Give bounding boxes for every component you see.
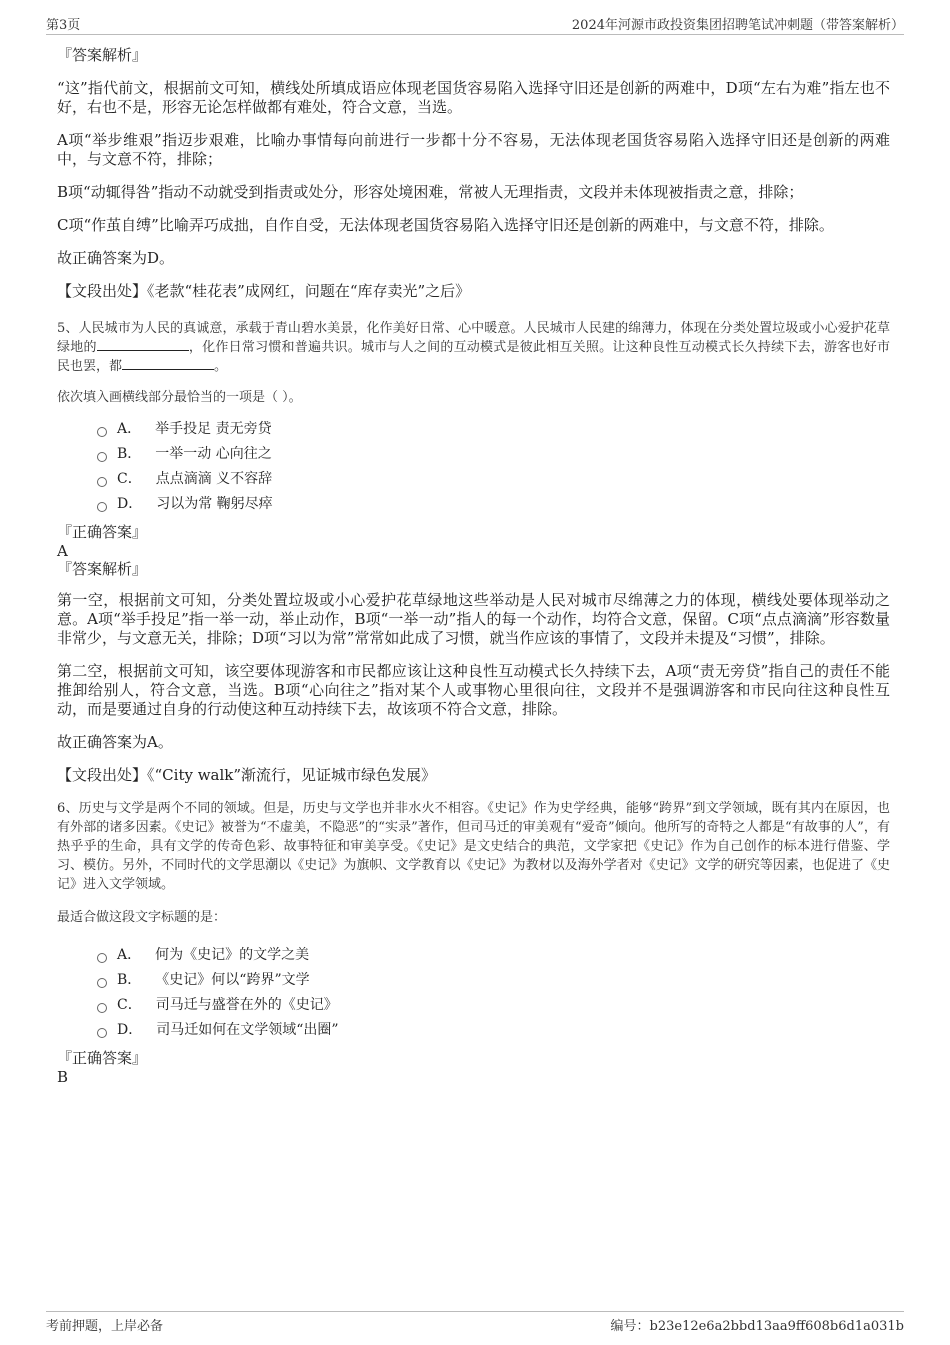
- radio-icon[interactable]: [97, 427, 107, 437]
- option-b[interactable]: [97, 442, 890, 467]
- answer-label: 『正确答案』: [57, 1049, 148, 1067]
- option-letter: A．: [117, 421, 142, 437]
- option-text: 举手投足 责无旁贷: [155, 421, 272, 437]
- option-text: 点点滴滴 义不容辞: [155, 471, 273, 487]
- conclusion: 故正确答案为D。: [57, 249, 175, 267]
- option-c[interactable]: [97, 993, 890, 1018]
- footer-slogan: 考前押题，上岸必备: [46, 1319, 164, 1334]
- page-header: [46, 14, 904, 35]
- analysis-label: 『答案解析』: [57, 560, 148, 578]
- option-letter: D．: [117, 496, 143, 512]
- conclusion: 故正确答案为A。: [57, 733, 173, 751]
- question-prompt: 最适合做这段文字标题的是：: [57, 910, 227, 925]
- page-footer: [46, 1311, 904, 1337]
- radio-icon[interactable]: [97, 978, 107, 988]
- option-text: 何为《史记》的文学之美: [155, 947, 310, 963]
- question-stem: [57, 319, 890, 376]
- analysis-paragraph: C项“作茧自缚”比喻弄巧成拙，自作自受，无法体现老国货容易陷入选择守旧还是创新的两难中，与文意不符，排除。: [57, 216, 834, 234]
- answer-value: A: [57, 542, 68, 560]
- document-title: 2024年河源市政投资集团招聘笔试冲刺题（带答案解析）: [571, 18, 904, 33]
- radio-icon[interactable]: [97, 1003, 107, 1013]
- option-text: 一举一动 心向往之: [155, 446, 272, 462]
- radio-icon[interactable]: [97, 953, 107, 963]
- option-letter: B．: [117, 446, 142, 462]
- analysis-paragraph: 第二空，根据前文可知，该空要体现游客和市民都应该让这种良性互动模式长久持续下去，A项“责无旁贷”指自己的责任不能推卸给别人，符合文意，当选。B项“心向往之”指对某个人或事物心里很向往，文段并不是强调游客和市民向往这种良性互动，而是要通过自身的行动使这种互动持续下去，故该项不符合文意，排除。: [57, 662, 890, 718]
- page-content: [57, 46, 890, 1086]
- option-letter: C．: [117, 471, 142, 487]
- option-b[interactable]: [97, 968, 890, 993]
- document-code: 编号：b23e12e6a2bbd13aa9ff608b6d1a031b: [610, 1319, 904, 1334]
- option-list: [97, 417, 890, 517]
- radio-icon[interactable]: [97, 477, 107, 487]
- option-text: 《史记》何以“跨界”文学: [155, 972, 310, 988]
- option-text: 司马迁与盛誉在外的《史记》: [155, 997, 338, 1013]
- analysis-paragraph: 第一空，根据前文可知，分类处置垃圾或小心爱护花草绿地这些举动是人民对城市尽绵薄之力的体现，横线处要体现举动之意。A项“举手投足”指一举一动，举止动作，B项“一举一动”指人的每一个动作，均符合文意，保留。C项“点点滴滴”形容数量非常少，与文意无关，排除；D项“习以为常”常常如此成了习惯，就当作应该的事情了，文段并未提及“习惯”，排除。: [57, 591, 890, 647]
- option-c[interactable]: [97, 467, 890, 492]
- page-number: 第3页: [46, 18, 81, 33]
- stem-part: ，化作日常习惯和普遍共识。城市与人之间的互动模式是彼此相互关照。让这种良性互动模式长久持续下去，游客也好市民也罢，都: [57, 340, 890, 374]
- option-a[interactable]: [97, 417, 890, 442]
- source-citation: 【文段出处】《老款“桂花表”成网红，问题在“库存卖光”之后》: [57, 282, 471, 300]
- option-text: 司马迁如何在文学领域“出圈”: [156, 1022, 339, 1038]
- option-letter: C．: [117, 997, 142, 1013]
- stem-part: 5、人民城市为人民的真诚意，承载于青山碧水美景，化作美好日常、心中暖意。人民城市人民建的绵薄力，体现在分类处置垃圾或小心爱护花草绿地的: [57, 321, 890, 355]
- option-letter: B．: [117, 972, 142, 988]
- radio-icon[interactable]: [97, 452, 107, 462]
- analysis-paragraph: A项“举步维艰”指迈步艰难，比喻办事情每向前进行一步都十分不容易，无法体现老国货容易陷入选择守旧还是创新的两难中，与文意不符，排除；: [57, 131, 890, 168]
- option-letter: A．: [117, 947, 142, 963]
- option-letter: D．: [117, 1022, 143, 1038]
- question-stem: 6、历史与文学是两个不同的领域。但是，历史与文学也并非水火不相容。《史记》作为史学经典，能够“跨界”到文学领域，既有其内在原因，也有外部的诸多因素。《史记》被誉为“不虚美，不隐恶”的“实录”著作，但司马迁的审美观有“爱奇”倾向。他所写的奇特之人都是“有故事的人”，有热乎乎的生命，具有文学的传奇色彩、故事特征和审美享受。《史记》是文史结合的典范，文学家把《史记》作为自己创作的标本进行借鉴、学习、模仿。另外，不同时代的文学思潮以《史记》为旗帜、文学教育以《史记》为教材以及海外学者对《史记》文学的研究等因素，也促进了《史记》进入文学领域。: [57, 801, 890, 892]
- analysis-label: 『答案解析』: [57, 46, 148, 64]
- option-d[interactable]: [97, 492, 890, 517]
- option-d[interactable]: [97, 1018, 890, 1043]
- fill-blank: [97, 338, 189, 351]
- analysis-paragraph: “这”指代前文，根据前文可知，横线处所填成语应体现老国货容易陷入选择守旧还是创新的两难中，D项“左右为难”指左也不好，右也不是，形容无论怎样做都有难处，符合文意，当选。: [57, 79, 890, 116]
- option-text: 习以为常 鞠躬尽瘁: [156, 496, 273, 512]
- source-citation: 【文段出处】《“City walk”渐流行，见证城市绿色发展》: [57, 766, 437, 784]
- option-list: [97, 943, 890, 1043]
- analysis-paragraph: B项“动辄得咎”指动不动就受到指责或处分，形容处境困难，常被人无理指责，文段并未体现被指责之意，排除；: [57, 183, 804, 201]
- stem-part: 。: [214, 359, 228, 374]
- answer-value: B: [57, 1068, 69, 1086]
- radio-icon[interactable]: [97, 1028, 107, 1038]
- option-a[interactable]: [97, 943, 890, 968]
- fill-blank: [122, 357, 214, 370]
- question-prompt: 依次填入画横线部分最恰当的一项是（ ）。: [57, 390, 302, 405]
- radio-icon[interactable]: [97, 502, 107, 512]
- answer-label: 『正确答案』: [57, 523, 148, 541]
